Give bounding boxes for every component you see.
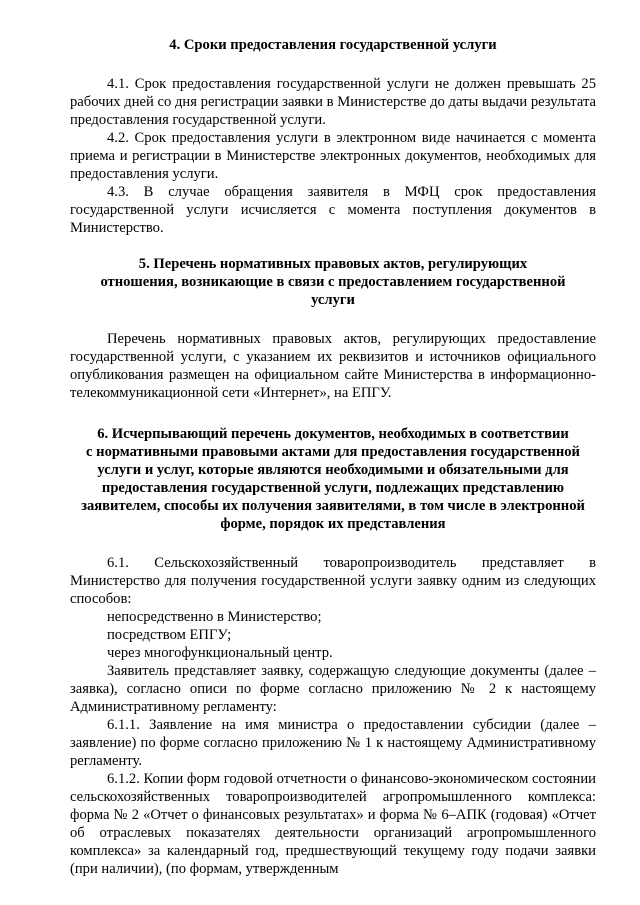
paragraph-4-2: 4.2. Срок предоставления услуги в электронном виде начинается с момента приема и регистрации в Министерстве электронных документов, необходимых для предоставления услуги. bbox=[70, 130, 596, 182]
document-page bbox=[70, 36, 596, 878]
paragraph-6-1-2: 6.1.2. Копии форм годовой отчетности о финансово-экономическом состоянии сельскохозяйственных товаропроизводителей агропромышленного комплекса: форма № 2 «Отчет о финансовых результатах» и форма № 6–АПК (годовая) «Отчет об отраслевых показателях деятельности организаций агропромышленного комплекса» за календарный год, предшествующий текущему году подачи заявки (при наличии), (по формам, утвержденным bbox=[70, 771, 596, 877]
paragraph-6-1: 6.1. Сельскохозяйственный товаропроизводитель представляет в Министерство для получения государственной услуги заявку одним из следующих способов: bbox=[70, 555, 596, 607]
section-5-heading bbox=[70, 255, 596, 309]
paragraph-6-applicant: Заявитель представляет заявку, содержащую следующие документы (далее – заявка), согласно описи по форме согласно приложению № 2 к настоящему Административному регламенту: bbox=[70, 663, 596, 715]
paragraph-4-1: 4.1. Срок предоставления государственной услуги не должен превышать 25 рабочих дней со дня регистрации заявки в Министерстве до даты выдачи результата предоставления государственной услуги. bbox=[70, 76, 596, 128]
section-4-heading: 4. Сроки предоставления государственной услуги bbox=[169, 37, 497, 53]
section-6-heading-line: заявителем, способы их получения заявителями, в том числе в электронной bbox=[81, 498, 585, 514]
section-6-heading-line: услуги и услуг, которые являются необходимыми и обязательными для bbox=[97, 462, 569, 478]
list-item: посредством ЕПГУ; bbox=[107, 627, 232, 643]
list-item: непосредственно в Министерство; bbox=[107, 609, 322, 625]
section-6-heading-line: предоставления государственной услуги, подлежащих представлению bbox=[101, 480, 565, 496]
section-6-heading-line: с нормативными правовыми актами для предоставления государственной bbox=[86, 444, 580, 460]
section-6-heading-line: форме, порядок их представления bbox=[220, 516, 446, 532]
paragraph-6-1-1: 6.1.1. Заявление на имя министра о предоставлении субсидии (далее – заявление) по форме согласно приложению № 1 к настоящему Административному регламенту. bbox=[70, 717, 596, 769]
list-item: через многофункциональный центр. bbox=[107, 645, 333, 661]
section-6-heading-line: 6. Исчерпывающий перечень документов, необходимых в соответствии bbox=[97, 426, 569, 442]
paragraph-4-3: 4.3. В случае обращения заявителя в МФЦ срок предоставления государственной услуги исчисляется с момента поступления документов в Министерство. bbox=[70, 184, 596, 236]
section-5-heading-line: услуги bbox=[311, 292, 355, 308]
section-5-heading-line: отношения, возникающие в связи с предоставлением государственной bbox=[100, 274, 566, 290]
section-6-heading bbox=[70, 425, 596, 533]
section-5-heading-line: 5. Перечень нормативных правовых актов, регулирующих bbox=[138, 256, 528, 272]
paragraph-5: Перечень нормативных правовых актов, регулирующих предоставление государственной услуги, с указанием их реквизитов и источников официального опубликования размещен на официальном сайте Министерства в информационно-телекоммуникационной сети «Интернет», на ЕПГУ. bbox=[70, 331, 596, 401]
